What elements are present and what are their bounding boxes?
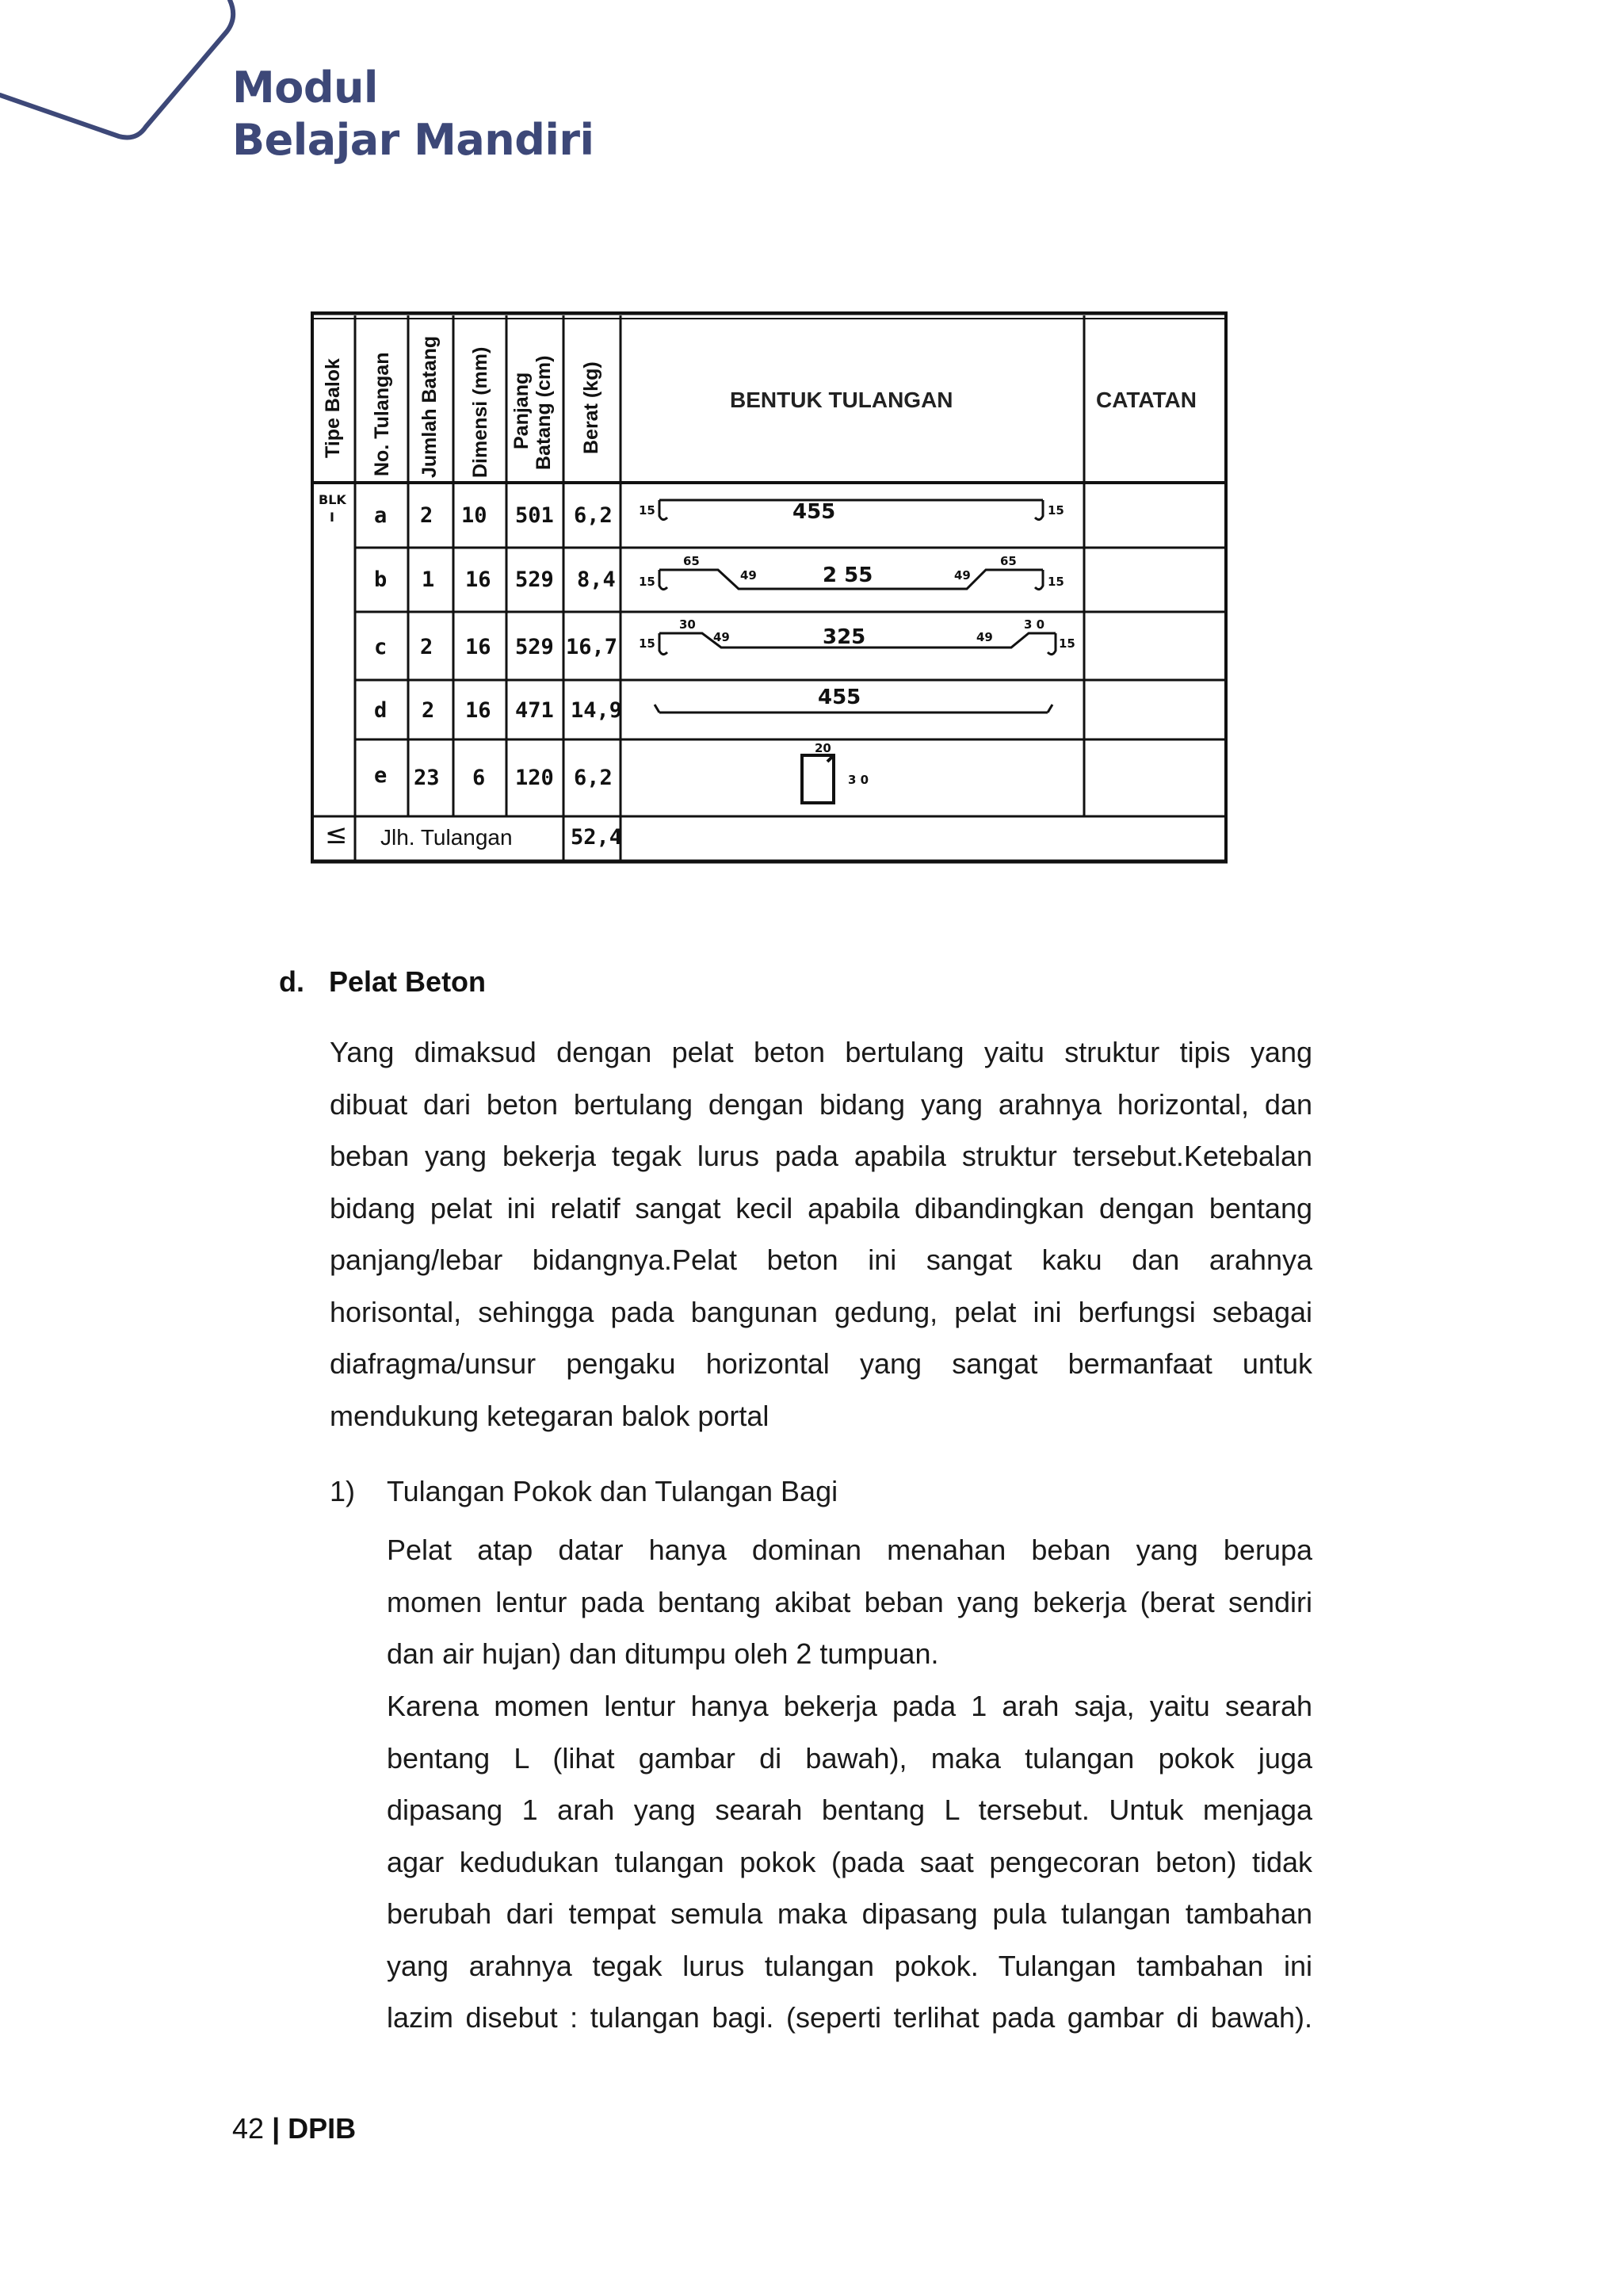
row-c-no: c <box>374 635 388 659</box>
paragraph-line: agar kedudukan tulangan pokok (pada saat pengecoran beton) tidak <box>387 1845 1312 1878</box>
row-a-shape-end-left: 15 <box>639 503 655 518</box>
row-d-panjang: 471 <box>515 698 554 723</box>
row-d-shape-length: 455 <box>818 686 861 709</box>
row-b-shape-end-right: 15 <box>1048 575 1064 589</box>
paragraph-line: Yang dimaksud dengan pelat beton bertulang yaitu struktur tipis yang <box>330 1036 1312 1068</box>
row-e-panjang: 120 <box>515 766 554 790</box>
paragraph-line: bentang L (lihat gambar di bawah), maka tulangan pokok juga <box>387 1741 1312 1775</box>
corner-decoration <box>0 0 254 151</box>
section-paragraph <box>330 1026 1312 1442</box>
paragraph-line: panjang/lebar bidangnya.Pelat beton ini sangat kaku dan arahnya <box>330 1244 1312 1276</box>
paragraph-line: lazim disebut : tulangan bagi. (seperti terlihat pada gambar di bawah). <box>387 2001 1312 2034</box>
row-c-shape-end-right: 15 <box>1059 636 1075 651</box>
total-value: 52,4 <box>571 825 623 850</box>
page-number: 42 <box>232 2112 265 2145</box>
row-e-shape-top: 20 <box>815 741 831 755</box>
row-b-shape-end-left: 15 <box>639 575 655 589</box>
row-b-no: b <box>374 567 388 592</box>
row-d-no: d <box>374 698 388 723</box>
row-c-shape-up-right: 3 0 <box>1024 617 1045 632</box>
total-label: Jlh. Tulangan <box>380 825 513 850</box>
subsection-paragraph-2 <box>387 1680 1312 2044</box>
row-c-jumlah: 2 <box>420 635 433 659</box>
row-e-berat: 6,2 <box>574 766 613 790</box>
footer-label: DPIB <box>288 2112 357 2145</box>
row-a-jumlah: 2 <box>420 503 433 528</box>
row-b-panjang: 529 <box>515 567 554 592</box>
col-header-catatan: CATATAN <box>1096 388 1197 412</box>
col-header-panjang-1: Panjang <box>510 372 533 449</box>
paragraph-line: horisontal, sehingga pada bangunan gedung, pelat ini berfungsi sebagai <box>330 1295 1312 1328</box>
row-e-no: e <box>374 763 388 788</box>
brand-line-2: Belajar Mandiri <box>232 115 594 165</box>
row-b-shape-up-left: 65 <box>683 554 700 568</box>
paragraph-line: dibuat dari beton bertulang dengan bidang yang arahnya horizontal, dan <box>330 1087 1312 1121</box>
row-a-no: a <box>374 503 388 528</box>
module-brand <box>232 62 594 166</box>
row-c-berat: 16,7 <box>566 635 618 659</box>
shape-e-drawing <box>802 755 834 803</box>
brand-line-1: Modul <box>232 63 378 113</box>
row-a-dimensi: 10 <box>461 503 487 528</box>
row-b-dimensi: 16 <box>465 567 491 592</box>
row-b-jumlah: 1 <box>422 567 435 592</box>
subsection-number: 1) <box>330 1475 356 1507</box>
col-header-no-tulangan: No. Tulangan <box>371 352 393 476</box>
row-e-dimensi: 6 <box>472 766 486 790</box>
subsection-paragraph-1 <box>387 1524 1312 1680</box>
col-header-panjang-2: Batang (cm) <box>533 355 555 470</box>
shape-a-drawing <box>659 500 1043 520</box>
paragraph-line: Karena momen lentur hanya bekerja pada 1 arah saja, yaitu searah <box>387 1690 1312 1722</box>
section-letter: d. <box>279 965 304 998</box>
row-b-berat: 8,4 <box>577 567 616 592</box>
paragraph-line: momen lentur pada bentang akibat beban yang bekerja (berat sendiri <box>387 1585 1312 1618</box>
row-e-jumlah: 23 <box>414 766 440 790</box>
row-c-shape-diag-right: 49 <box>976 630 993 644</box>
row-b-shape-up-right: 65 <box>1000 554 1017 568</box>
paragraph-line: dipasang 1 arah yang searah bentang L tersebut. Untuk menjaga <box>387 1794 1312 1826</box>
paragraph-line: diafragma/unsur pengaku horizontal yang sangat bermanfaat untuk <box>330 1347 1312 1380</box>
subsection-heading <box>330 1475 838 1508</box>
row-d-dimensi: 16 <box>465 698 491 723</box>
paragraph-line: bidang pelat ini relatif sangat kecil apabila dibandingkan dengan bentang <box>330 1191 1312 1224</box>
row-c-shape-diag-left: 49 <box>713 630 730 644</box>
row-b-shape-diag-right: 49 <box>954 568 971 583</box>
row-a-berat: 6,2 <box>574 503 613 528</box>
page-footer <box>232 2112 356 2145</box>
paragraph-line: dan air hujan) dan ditumpu oleh 2 tumpuan. <box>387 1637 939 1670</box>
row-b-shape-diag-left: 49 <box>740 568 757 583</box>
paragraph-line: beban yang bekerja tegak lurus pada apabila struktur tersebut.Ketebalan <box>330 1140 1312 1172</box>
row-a-shape-end-right: 15 <box>1048 503 1064 518</box>
row-e-shape-side: 3 0 <box>848 773 869 787</box>
row-c-shape-end-left: 15 <box>639 636 655 651</box>
row-a-shape-length: 455 <box>792 500 836 524</box>
row-b-shape-length: 2 55 <box>823 563 873 587</box>
col-header-jumlah-batang: Jumlah Batang <box>418 335 441 478</box>
subsection-title: Tulangan Pokok dan Tulangan Bagi <box>387 1475 838 1507</box>
section-title: Pelat Beton <box>329 965 487 998</box>
paragraph-line: berubah dari tempat semula maka dipasang pula tulangan tambahan <box>387 1897 1312 1930</box>
row-c-dimensi: 16 <box>465 635 491 659</box>
paragraph-line: yang arahnya tegak lurus tulangan pokok. Tulangan tambahan ini <box>387 1949 1312 1982</box>
row-c-shape-length: 325 <box>823 625 866 649</box>
col-header-tipe-balok: Tipe Balok <box>322 358 344 458</box>
col-header-dimensi: Dimensi (mm) <box>469 346 491 478</box>
paragraph-line: mendukung ketegaran balok portal <box>330 1399 769 1432</box>
tipe-balok-number: I <box>330 510 334 525</box>
rebar-schedule-table <box>311 311 1228 864</box>
col-header-bentuk-tulangan: BENTUK TULANGAN <box>730 388 953 412</box>
row-c-shape-up-left: 30 <box>679 617 696 632</box>
col-header-berat: Berat (kg) <box>580 361 602 454</box>
footer-separator: | <box>272 2112 281 2145</box>
total-symbol: ≤ <box>325 819 348 850</box>
paragraph-line: Pelat atap datar hanya dominan menahan beban yang berupa <box>387 1534 1312 1566</box>
section-heading <box>279 965 486 999</box>
row-a-panjang: 501 <box>515 503 554 528</box>
tipe-balok-value: BLK <box>319 492 346 507</box>
row-d-berat: 14,9 <box>571 698 623 723</box>
row-d-jumlah: 2 <box>422 698 435 723</box>
row-c-panjang: 529 <box>515 635 554 659</box>
